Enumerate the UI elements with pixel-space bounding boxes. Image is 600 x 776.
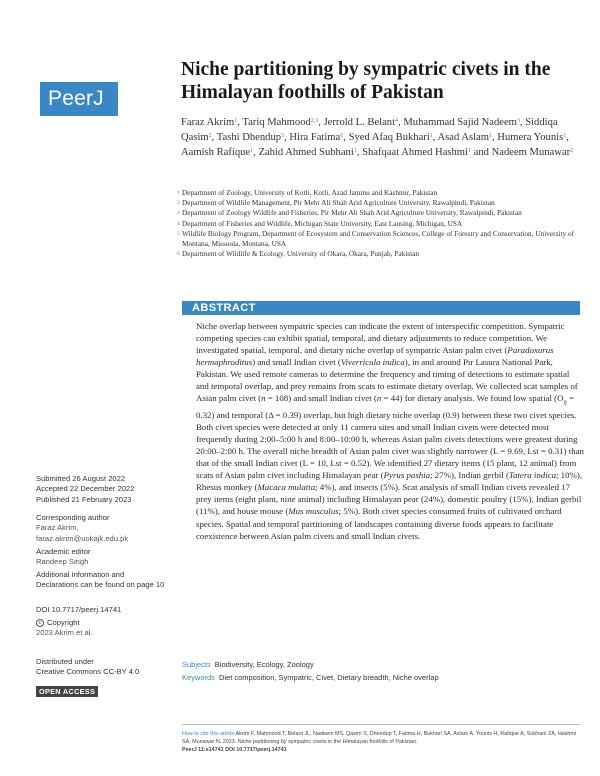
article-title: Niche partitioning by sympatric civets in the Himalayan foothills of Pakistan	[181, 59, 551, 103]
doi-link[interactable]: DOI 10.7717/peerj.14741	[36, 605, 122, 614]
copyright-holder: 2023 Akrim et al.	[36, 628, 93, 638]
author-name: Muhammad Sajid Nadeem	[403, 117, 517, 128]
author-affil-marker: 4	[395, 118, 399, 124]
license-block	[36, 657, 166, 678]
keywords-label: Keywords	[182, 673, 215, 682]
author-affil-marker: 6	[340, 133, 344, 139]
author-name: Tashi Dhendup	[216, 132, 282, 143]
author-name: Zahid Ahmed Subhani	[258, 147, 354, 158]
author-affil-marker: 2,3	[310, 118, 319, 124]
submitted-date: Submitted 26 August 2022	[36, 474, 126, 483]
citation-block	[182, 730, 582, 754]
author-affil-marker: 3	[516, 118, 520, 124]
affiliation-text: Department of Fisheries and Wildlife, Michigan State University, East Lansing, Michigan, USA	[182, 218, 463, 228]
affiliation-text: Department of Wildlife & Ecology, University of Okara, Okara, Punjab, Pakistan	[182, 249, 419, 259]
author-name: Aamish Rafique	[181, 147, 251, 158]
author-separator: ,	[284, 132, 290, 143]
author-name: Asad Aslam	[437, 132, 489, 143]
author-affil-marker: 1	[563, 133, 567, 139]
affiliation-number: 1	[177, 190, 180, 196]
affiliation-text: Department of Wildlife Management, Pir Mehr Ali Shah Arid Agriculture University, Rawalpindi, Pakistan	[182, 198, 495, 208]
author-affil-marker: 1	[234, 118, 238, 124]
peerj-logo: PeerJ	[40, 82, 118, 116]
affiliation-number: 4	[177, 220, 180, 227]
copyright-block	[36, 618, 166, 639]
corresponding-author-block	[36, 513, 166, 544]
open-access-badge: OPEN ACCESS	[36, 686, 98, 697]
affiliation-text: Department of Zoology Wildlife and Fisheries, Pir Mehr Ali Shah Arid Agriculture University, Rawalpindi, Pakistan	[182, 208, 522, 218]
citation-footer: PeerJ 11:e14741 DOI 10.7717/peerj.14741	[182, 747, 287, 753]
affiliation-number: 5	[177, 230, 180, 237]
editor-block	[36, 547, 166, 568]
author-separator: ,	[318, 117, 324, 128]
author-separator: ,	[398, 117, 404, 128]
author-name: Shafqaat Ahmed Hashmi	[362, 147, 468, 158]
copyright-label: Copyright	[47, 618, 80, 627]
author-name: Faraz Akrim	[181, 117, 235, 128]
author-affil-marker: 1	[429, 133, 433, 139]
author-affil-marker: 1	[353, 148, 357, 154]
keywords-text: Diet composition, Sympatric, Civet, Dietary breadth, Niche overlap	[218, 673, 439, 682]
subjects-label: Subjects	[182, 660, 211, 669]
affiliation-item	[177, 208, 577, 218]
author-name: Hira Fatima	[289, 132, 341, 143]
subjects-line	[182, 660, 582, 670]
affiliation-item	[177, 188, 577, 198]
author-list	[181, 115, 581, 160]
subjects-text: Biodiversity, Ecology, Zoology	[214, 660, 314, 669]
author-separator: ,	[519, 117, 526, 128]
affiliation-item	[177, 229, 577, 249]
author-name: Tariq Mahmood	[242, 117, 311, 128]
keywords-line	[182, 673, 582, 683]
corr-author-email[interactable]: faraz.akrim@uokajk.edu.pk	[36, 533, 129, 543]
affiliation-item	[177, 249, 577, 259]
author-affil-marker: 1	[489, 133, 492, 139]
affiliation-number: 3	[177, 210, 180, 217]
author-separator: ,	[356, 147, 363, 158]
affiliation-text: Wildlife Biology Program, Department of Ecosystem and Conservation Sciences, College of Forestry and Conservation, University of Montana, Missoula, Montana, USA	[182, 228, 575, 249]
license-link[interactable]: Creative Commons CC-BY 4.0	[36, 667, 140, 677]
corr-author-name: Faraz Akrim,	[36, 523, 79, 533]
author-separator: ,	[566, 132, 569, 143]
affiliation-text: Department of Zoology, University of Kotli, Kotli, Azad Jammu and Kashmir, Pakistan	[182, 188, 438, 197]
editor-name: Randeep Singh	[36, 557, 89, 567]
abstract-heading: ABSTRACT	[182, 301, 580, 315]
author-affil-marker: 2	[570, 148, 574, 154]
author-name: and Nadeem Munawar	[473, 147, 571, 158]
author-name: Humera Younis	[497, 132, 564, 143]
copyright-icon: c	[36, 619, 44, 627]
license-line-1: Distributed under	[36, 657, 94, 666]
affiliation-item	[177, 219, 577, 229]
author-affil-marker: 2	[208, 133, 212, 139]
accepted-date: Accepted 22 December 2022	[36, 484, 135, 494]
author-separator: ,	[211, 132, 217, 143]
editor-label: Academic editor	[36, 547, 91, 556]
published-date: Published 21 February 2023	[36, 494, 132, 504]
author-separator: ,	[492, 132, 498, 143]
author-name: Syed Afaq Bukhari	[348, 132, 430, 143]
additional-info[interactable]: Additional Information and Declarations can be found on page 10	[36, 570, 165, 590]
author-separator: ,	[237, 117, 243, 128]
author-name: Siddiqa Qasim	[181, 117, 558, 143]
author-separator: ,	[253, 147, 259, 158]
affiliation-item	[177, 198, 577, 208]
affiliation-list	[177, 188, 577, 259]
corr-author-label: Corresponding author	[36, 513, 110, 522]
author-affil-marker: 5	[281, 133, 285, 139]
citation-text: Akrim F, Mahmood T, Belant JL, Nadeem MS, Qasim S, Dhendup T, Fatima H, Bukhari SA, Aslam A, Younis H, Rafique A, Subhani ZA, Hashmi SA, Munawar N. 2023. Niche partitioning by sympatric civets in the Himalayan foothills of Pakistan.	[182, 731, 577, 745]
author-separator: ,	[432, 132, 438, 143]
affiliation-number: 6	[177, 251, 180, 258]
author-affil-marker: 1	[468, 148, 471, 154]
dates-block	[36, 474, 166, 505]
author-name: Jerrold L. Belant	[323, 117, 396, 128]
author-affil-marker: 1	[250, 148, 254, 154]
how-to-cite-label: How to cite this article	[182, 731, 235, 737]
abstract-body: Niche overlap between sympatric species can indicate the extent of interspecific competition. Sympatric competing species can exhibit spatial, temporal, and dietary adjustments to reduce competition. We investigated spatial, temporal, and dietary niche overlap of sympatric Asian palm civet (Paradoxurus hermaphroditus) and small Indian civet (Viverricula indica), in and around Pir Lasura National Park, Pakistan. We used remote cameras to determine the frequency and timing of detections to estimate spatial and temporal overlap, and prey remains from scats to estimate dietary overlap. We collected scat samples of Asian palm civet (n = 108) and small Indian civet (n = 44) for dietary analysis. We found low spatial $(O_{ij} = 0.32)$ and temporal (Δ = 0.39) overlap, but high dietary niche overlap (0.9) between these two civet species. Both civet species were detected at only 11 camera sites and small Indian civets were detected most frequently during 2:00–5:00 h and 8:00–10:00 h, whereas Asian palm civets detections were greatest during 20:00–2:00 h. The overall niche breadth of Asian palm civet was slightly narrower (L = 9.69, Lst = 0.31) than that of the small Indian civet (L = 10, Lst = 0.52). We identified 27 dietary items (15 plant, 12 animal) from scats of Asian palm civet including Himalayan pear (Pyrus pashia; 27%), Indian gerbil (Tatera indica; 10%), Rhesus monkey (Macaca mulatta; 4%), and insects (5%). Scat analysis of small Indian civets revealed 17 prey items (eight plant, nine animal) including Himalayan pear (24%), domestic poultry (15%), Indian gerbil (11%), and house mouse (Mus musculus; 5%). Both civet species consumed fruits of cultivated orchard species. Spatial and temporal partitioning of landscapes containing diverse foods appears to facilitate coexistence between Asian palm civets and small Indian civets.	[196, 321, 584, 541]
author-separator: ,	[343, 132, 349, 143]
footer-divider	[182, 724, 580, 725]
affiliation-number: 2	[177, 200, 180, 207]
